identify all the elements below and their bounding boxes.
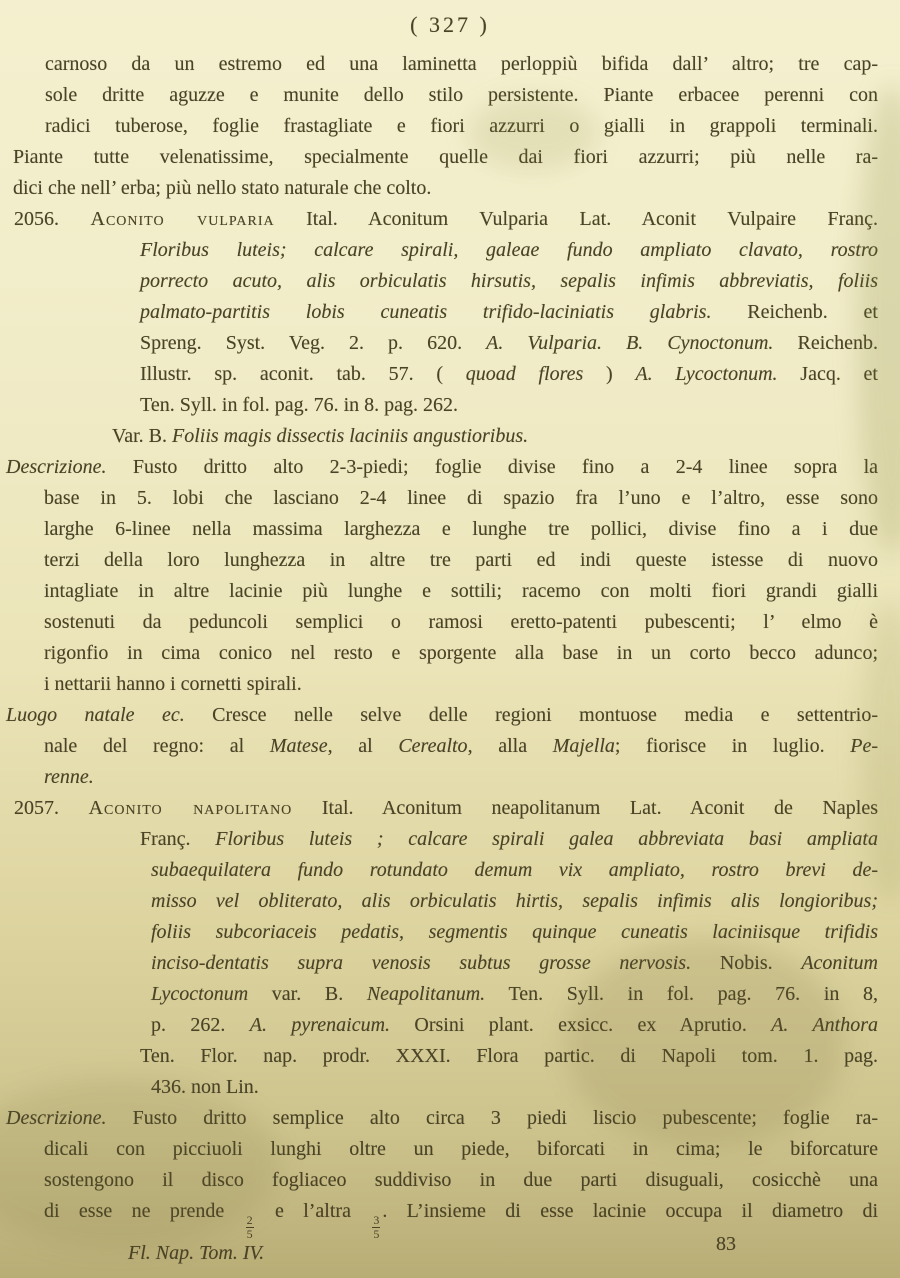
text-segment: Majella bbox=[552, 735, 615, 757]
text-segment: sostenuti da peduncoli semplici o ramosi eretto-patenti pubescenti; l’ elmo è bbox=[44, 611, 878, 633]
text-segment: var. B. bbox=[248, 983, 367, 1005]
text-segment: A. Lycoctonum. bbox=[635, 363, 778, 385]
text-segment: ) bbox=[583, 363, 636, 385]
text-segment: , al bbox=[327, 735, 399, 757]
text-line bbox=[0, 297, 900, 328]
text-line bbox=[0, 49, 900, 80]
text-segment: Aconitum bbox=[801, 952, 878, 974]
text-segment: , alla bbox=[467, 735, 553, 757]
text-segment: A. pyrenaicum. bbox=[249, 1014, 391, 1036]
text-segment: nale del regno: al bbox=[44, 735, 270, 757]
text-segment: renne. bbox=[44, 766, 94, 788]
text-segment: rigonfio in cima conico nel resto e sporgente alla base in un corto becco adunco; bbox=[44, 642, 878, 664]
text-segment: base in 5. lobi che lasciano 2-4 linee di spazio fra l’uno e l’altro, esse sono bbox=[44, 487, 878, 509]
text-segment: Ital. Aconitum Vulparia Lat. Aconit Vulpaire Franç. bbox=[274, 208, 879, 230]
text-line bbox=[0, 328, 900, 359]
text-segment: Fusto dritto semplice alto circa 3 piedi liscio pubescente; foglie ra- bbox=[106, 1107, 878, 1129]
text-segment: Illustr. sp. aconit. tab. 57. ( bbox=[140, 363, 466, 385]
text-segment: Neapolitanum. bbox=[366, 983, 486, 1005]
page-number-header: ( 327 ) bbox=[410, 12, 490, 37]
text-segment: Piante tutte velenatissime, specialmente quelle dai fiori azzurri; più nelle ra- bbox=[13, 146, 878, 168]
text-line bbox=[0, 421, 900, 452]
fraction: $\frac{3}{5}$ bbox=[373, 1213, 380, 1241]
text-segment: Spreng. Syst. Veg. 2. p. 620. bbox=[140, 332, 487, 354]
text-segment: Reichenb. bbox=[773, 332, 879, 354]
text-line bbox=[0, 204, 900, 235]
text-segment: Foliis magis dissectis laciniis angustioribus. bbox=[172, 425, 529, 447]
text-segment: sostengono il disco fogliaceo suddiviso in due parti disuguali, cosicchè una bbox=[44, 1169, 878, 1191]
text-segment: foliis subcoriaceis pedatis, segmentis quinque cuneatis laciniisque trifidis bbox=[151, 921, 878, 943]
text-segment: Aconito vulparia bbox=[90, 208, 275, 230]
text-line bbox=[0, 731, 900, 762]
text-segment: Floribus luteis; calcare spirali, galeae fundo ampliato clavato, rostro bbox=[140, 239, 878, 261]
text-segment: inciso-dentatis supra venosis subtus grosse nervosis. bbox=[151, 952, 692, 974]
text-segment: Ten. Syll. in fol. pag. 76. in 8. pag. 262. bbox=[140, 394, 459, 416]
text-segment: intagliate in altre lacinie più lunghe e sottili; racemo con molti fiori grandi gialli bbox=[44, 580, 878, 602]
text-segment: Cerealto bbox=[398, 735, 468, 757]
text-line bbox=[0, 1196, 900, 1240]
text-line bbox=[0, 390, 900, 421]
text-line bbox=[0, 700, 900, 731]
text-line bbox=[0, 235, 900, 266]
text-segment: A. Vulparia. B. Cynoctonum. bbox=[486, 332, 774, 354]
text-segment: sole dritte aguzze e munite dello stilo persistente. Piante erbacee perenni con bbox=[45, 84, 878, 106]
text-segment: 2057. bbox=[14, 797, 89, 819]
text-line bbox=[0, 917, 900, 948]
text-segment: Orsini plant. exsicc. ex Aprutio. bbox=[390, 1014, 772, 1036]
text-segment: Franç. bbox=[140, 828, 216, 850]
text-segment: porrecto acuto, alis orbiculatis hirsutis, sepalis infimis abbreviatis, foliis bbox=[140, 270, 878, 292]
text-segment: Cresce nelle selve delle regioni montuose media e settentrio- bbox=[184, 704, 878, 726]
text-segment: . L’insieme di esse lacinie occupa il diametro di bbox=[382, 1200, 878, 1222]
text-segment: Aconito napolitano bbox=[88, 797, 293, 819]
fraction: $\frac{2}{5}$ bbox=[246, 1213, 253, 1241]
text-segment: ; fiorisce in luglio. bbox=[614, 735, 851, 757]
text-segment: carnoso da un estremo ed una laminetta perloppiù bifida dall’ altro; tre cap- bbox=[45, 53, 878, 75]
text-line bbox=[0, 1165, 900, 1196]
text-segment: Fusto dritto alto 2-3-piedi; foglie divise fino a 2-4 linee sopra la bbox=[106, 456, 878, 478]
text-segment: dicali con picciuoli lunghi oltre un piede, biforcati in cima; le biforcature bbox=[44, 1138, 878, 1160]
text-line bbox=[0, 824, 900, 855]
text-line bbox=[0, 514, 900, 545]
text-line bbox=[0, 142, 900, 173]
text-segment: i nettarii hanno i cornetti spirali. bbox=[44, 673, 302, 695]
text-segment: 436. non Lin. bbox=[151, 1076, 259, 1098]
text-segment: Matese bbox=[269, 735, 328, 757]
text-segment: larghe 6-linee nella massima larghezza e lunghe tre pollici, divise fino a i due bbox=[44, 518, 878, 540]
text-segment: radici tuberose, foglie frastagliate e fiori azzurri o gialli in grappoli terminali. bbox=[45, 115, 878, 137]
text-line bbox=[0, 1134, 900, 1165]
text-line bbox=[0, 979, 900, 1010]
text-line bbox=[0, 638, 900, 669]
text-segment: Ten. Flor. nap. prodr. XXXI. Flora partic. di Napoli tom. 1. pag. bbox=[140, 1045, 878, 1067]
text-line bbox=[0, 762, 900, 793]
text-line bbox=[0, 607, 900, 638]
text-line bbox=[0, 1041, 900, 1072]
text-line bbox=[0, 1103, 900, 1134]
text-line bbox=[0, 111, 900, 142]
text-segment: dici che nell’ erba; più nello stato naturale che colto. bbox=[13, 177, 432, 199]
text-segment: Descrizione. bbox=[6, 1107, 107, 1129]
text-line bbox=[0, 793, 900, 824]
text-segment: quoad flores bbox=[465, 363, 584, 385]
text-segment: Luogo natale ec. bbox=[6, 704, 185, 726]
page-footer bbox=[0, 1233, 900, 1274]
text-segment: p. 262. bbox=[151, 1014, 250, 1036]
text-line bbox=[0, 669, 900, 700]
text-segment: Descrizione. bbox=[6, 456, 107, 478]
text-line bbox=[0, 576, 900, 607]
text-segment: misso vel obliterato, alis orbiculatis hirtis, sepalis infimis alis longioribus; bbox=[151, 890, 878, 912]
text-segment: Lycoctonum bbox=[151, 983, 249, 1005]
text-segment: Floribus luteis ; calcare spirali galea abbreviata basi ampliata bbox=[215, 828, 878, 850]
page-body bbox=[0, 49, 900, 1240]
text-segment: Pe- bbox=[850, 735, 878, 757]
text-line bbox=[0, 1072, 900, 1103]
text-segment: Ten. Syll. in fol. pag. 76. in 8, bbox=[485, 983, 879, 1005]
text-segment: Jacq. et bbox=[777, 363, 878, 385]
text-line bbox=[0, 452, 900, 483]
text-segment: palmato-partitis lobis cuneatis trifido-laciniatis glabris. bbox=[140, 301, 712, 323]
text-line bbox=[0, 545, 900, 576]
text-line bbox=[0, 80, 900, 111]
text-segment: Reichenb. et bbox=[711, 301, 878, 323]
text-segment: A. Anthora bbox=[771, 1014, 879, 1036]
footer-volume: Fl. Nap. Tom. IV. bbox=[128, 1242, 265, 1265]
text-segment: Nobis. bbox=[691, 952, 802, 974]
text-line bbox=[0, 266, 900, 297]
text-segment: e l’altra bbox=[255, 1200, 371, 1222]
text-line bbox=[0, 359, 900, 390]
text-segment: terzi della loro lunghezza in altre tre parti ed indi queste istesse di nuovo bbox=[44, 549, 878, 571]
text-line bbox=[0, 1010, 900, 1041]
text-segment: Var. B. bbox=[112, 425, 172, 447]
text-segment: Ital. Aconitum neapolitanum Lat. Aconit de Naples bbox=[292, 797, 878, 819]
text-line bbox=[0, 886, 900, 917]
text-line bbox=[0, 173, 900, 204]
footer-sheet-number: 83 bbox=[716, 1233, 736, 1256]
text-line bbox=[0, 855, 900, 886]
text-segment: 2056. bbox=[14, 208, 91, 230]
text-line bbox=[0, 483, 900, 514]
text-segment: subaequilatera fundo rotundato demum vix ampliato, rostro brevi de- bbox=[151, 859, 878, 881]
text-line bbox=[0, 948, 900, 979]
text-segment: di esse ne prende bbox=[44, 1200, 244, 1222]
